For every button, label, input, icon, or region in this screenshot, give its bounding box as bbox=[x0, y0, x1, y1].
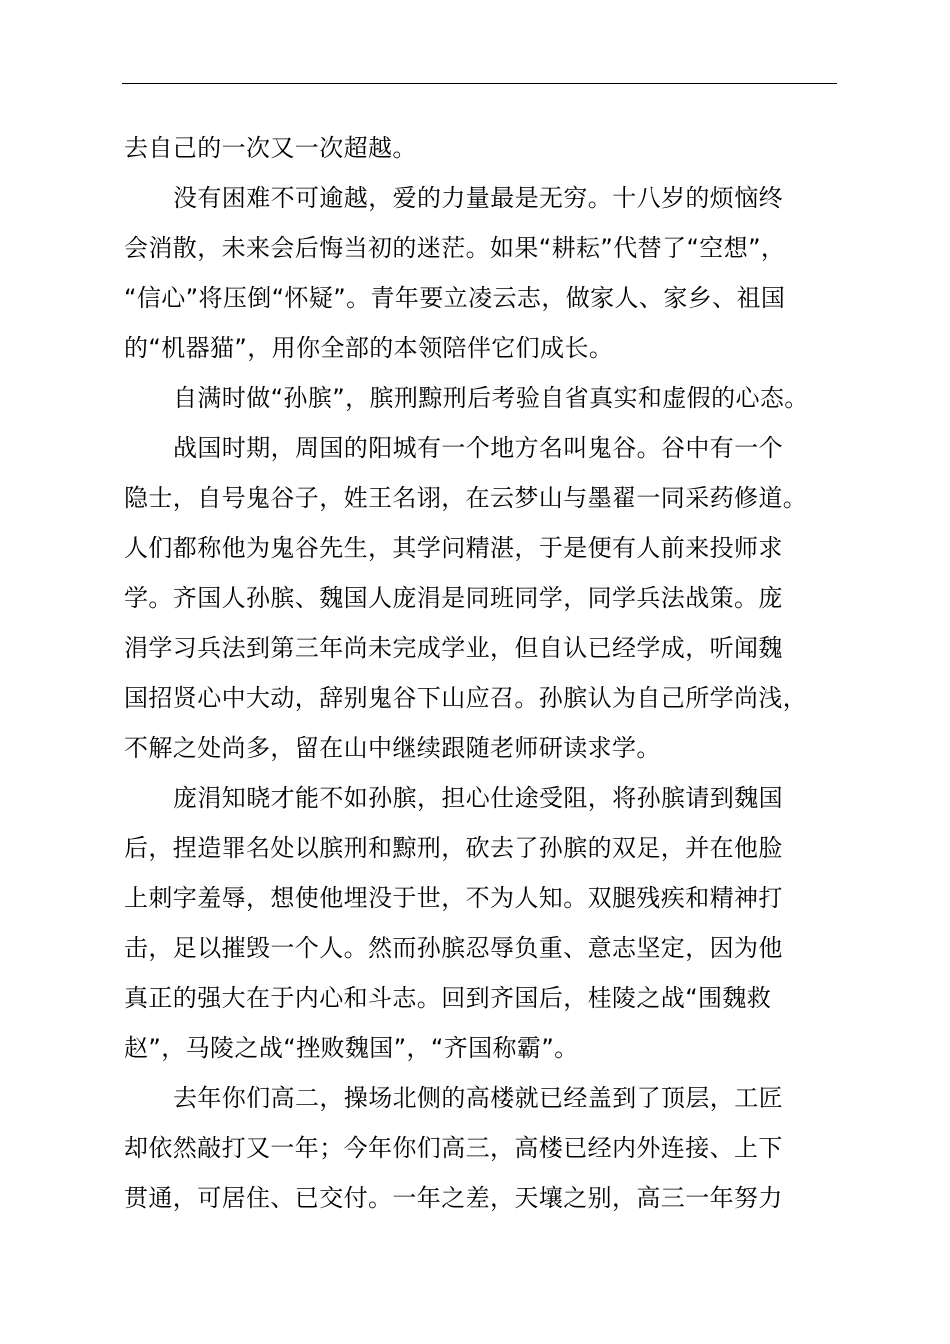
text-line: 击，足以摧毁一个人。然而孙膑忍辱负重、意志坚定，因为他 bbox=[124, 934, 783, 962]
text-line: 人们都称他为鬼谷先生，其学问精湛，于是便有人前来投师求 bbox=[124, 534, 783, 562]
paragraph-start-line: 战国时期，周国的阳城有一个地方名叫鬼谷。谷中有一个 bbox=[173, 434, 783, 462]
text-line: 国招贤心中大动，辞别鬼谷下山应召。孙膑认为自己所学尚浅， bbox=[124, 684, 808, 712]
text-line: 赵”，马陵之战“挫败魏国”，“齐国称霸”。 bbox=[124, 1034, 579, 1062]
paragraph-start-line: 没有困难不可逾越，爱的力量最是无穷。十八岁的烦恼终 bbox=[173, 184, 783, 212]
paragraph-start-line: 去年你们高二，操场北侧的高楼就已经盖到了顶层，工匠 bbox=[173, 1084, 783, 1112]
text-line: 学。齐国人孙膑、魏国人庞涓是同班同学，同学兵法战策。庞 bbox=[124, 584, 783, 612]
text-line: 上刺字羞辱，想使他埋没于世，不为人知。双腿残疾和精神打 bbox=[124, 884, 783, 912]
text-line: 去自己的一次又一次超越。 bbox=[124, 134, 417, 162]
text-line: 贯通，可居住、已交付。一年之差，天壤之别，高三一年努力 bbox=[124, 1184, 783, 1212]
paragraph-start-line: 自满时做“孙膑”，膑刑黥刑后考验自省真实和虚假的心态。 bbox=[173, 384, 809, 412]
text-line: 涓学习兵法到第三年尚未完成学业，但自认已经学成，听闻魏 bbox=[124, 634, 783, 662]
text-line: 真正的强大在于内心和斗志。回到齐国后，桂陵之战“围魏救 bbox=[124, 984, 772, 1012]
text-line: 的“机器猫”，用你全部的本领陪伴它们成长。 bbox=[124, 334, 614, 362]
text-line: 隐士，自号鬼谷子，姓王名诩，在云梦山与墨翟一同采药修道。 bbox=[124, 484, 808, 512]
header-rule bbox=[122, 83, 837, 84]
text-line: 不解之处尚多，留在山中继续跟随老师研读求学。 bbox=[124, 734, 661, 762]
paragraph-start-line: 庞涓知晓才能不如孙膑，担心仕途受阻，将孙膑请到魏国 bbox=[173, 784, 783, 812]
text-line: 会消散，未来会后悔当初的迷茫。如果“耕耘”代替了“空想”， bbox=[124, 234, 786, 262]
text-line: “信心”将压倒“怀疑”。青年要立凌云志，做家人、家乡、祖国 bbox=[124, 284, 786, 312]
text-line: 却依然敲打又一年；今年你们高三，高楼已经内外连接、上下 bbox=[124, 1134, 783, 1162]
text-line: 后，捏造罪名处以膑刑和黥刑，砍去了孙膑的双足，并在他脸 bbox=[124, 834, 783, 862]
